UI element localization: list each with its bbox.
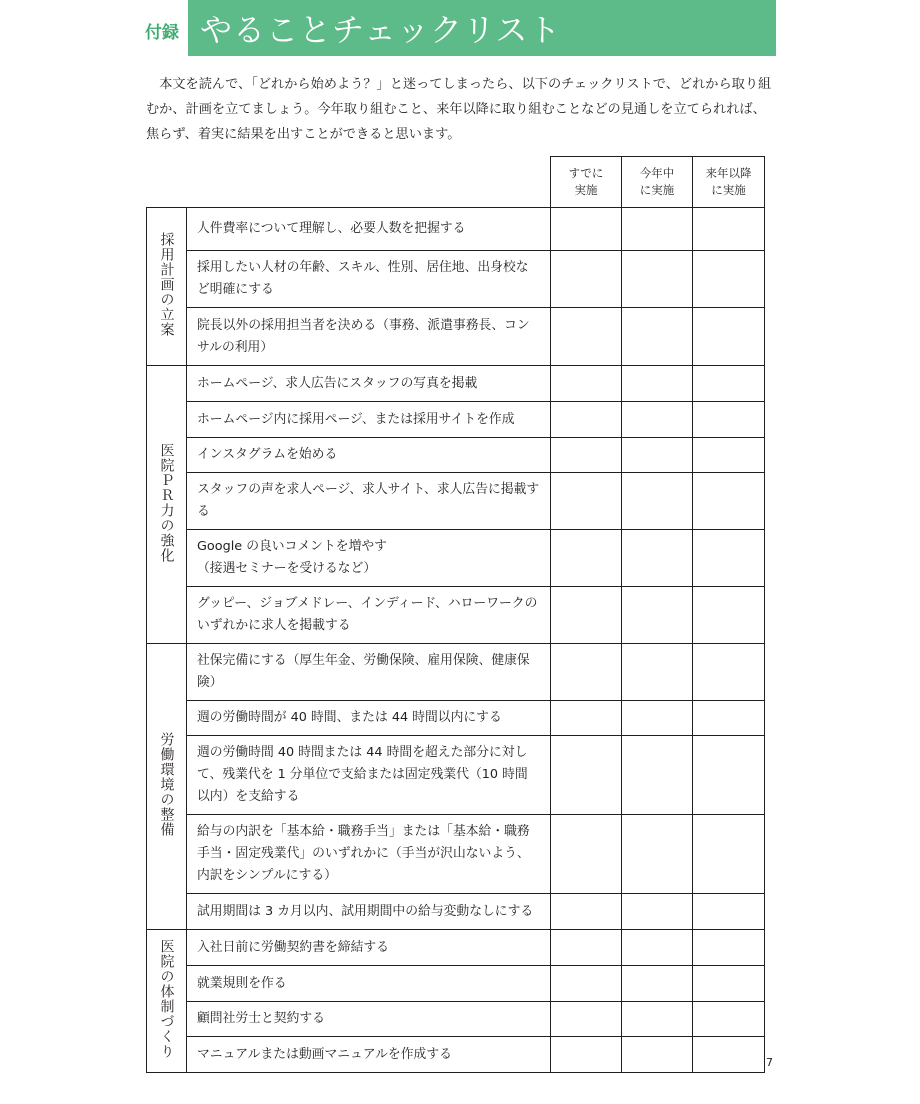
checklist-item-text: 週の労働時間 40 時間または 44 時間を超えた部分に対して、残業代を 1 分単位で支給または固定残業代（10 時間以内）を支給する	[187, 736, 551, 815]
checkbox-next-year[interactable]	[693, 208, 765, 251]
checkbox-next-year[interactable]	[693, 530, 765, 587]
checkbox-already-done[interactable]	[551, 736, 622, 815]
section-label-cell	[147, 208, 187, 366]
checkbox-already-done[interactable]	[551, 894, 622, 930]
checkbox-already-done[interactable]	[551, 815, 622, 894]
checklist-row	[147, 736, 765, 815]
checklist-row	[147, 530, 765, 587]
checklist-row	[147, 402, 765, 438]
checkbox-next-year[interactable]	[693, 701, 765, 736]
column-header-row	[147, 157, 765, 208]
checkbox-already-done[interactable]	[551, 1002, 622, 1037]
checklist-row	[147, 1002, 765, 1037]
checkbox-already-done[interactable]	[551, 308, 622, 366]
section-label: 医院の体制づくり	[158, 939, 175, 1059]
checkbox-this-year[interactable]	[622, 366, 693, 402]
checkbox-this-year[interactable]	[622, 208, 693, 251]
checklist-row	[147, 644, 765, 701]
checkbox-next-year[interactable]	[693, 366, 765, 402]
checkbox-next-year[interactable]	[693, 894, 765, 930]
checkbox-already-done[interactable]	[551, 530, 622, 587]
checkbox-this-year[interactable]	[622, 930, 693, 966]
checkbox-this-year[interactable]	[622, 402, 693, 438]
checklist-row	[147, 366, 765, 402]
checkbox-this-year[interactable]	[622, 815, 693, 894]
checklist-item-text: 試用期間は 3 カ月以内、試用期間中の給与変動なしにする	[187, 894, 551, 930]
checkbox-this-year[interactable]	[622, 644, 693, 701]
page-title: やることチェックリスト	[188, 0, 776, 56]
checkbox-this-year[interactable]	[622, 473, 693, 530]
checkbox-next-year[interactable]	[693, 644, 765, 701]
column-header-this-year: 今年中 に実施	[622, 157, 693, 208]
appendix-label: 付録	[145, 22, 179, 43]
column-header-already-done: すでに 実施	[551, 157, 622, 208]
header-blank-cell	[147, 157, 551, 208]
checklist-item-text: ホームページ内に採用ページ、または採用サイトを作成	[187, 402, 551, 438]
page-header	[136, 0, 776, 56]
checkbox-next-year[interactable]	[693, 251, 765, 308]
checklist-row	[147, 251, 765, 308]
section-label-cell	[147, 930, 187, 1073]
checkbox-this-year[interactable]	[622, 530, 693, 587]
checklist-row	[147, 208, 765, 251]
checklist-row	[147, 701, 765, 736]
checkbox-this-year[interactable]	[622, 894, 693, 930]
checklist-row	[147, 473, 765, 530]
checkbox-next-year[interactable]	[693, 402, 765, 438]
checklist-row	[147, 308, 765, 366]
checklist-item-text: 週の労働時間が 40 時間、または 44 時間以内にする	[187, 701, 551, 736]
checkbox-next-year[interactable]	[693, 308, 765, 366]
checkbox-next-year[interactable]	[693, 587, 765, 644]
checklist-item-text: 人件費率について理解し、必要人数を把握する	[187, 208, 551, 251]
checklist-item-text: ホームページ、求人広告にスタッフの写真を掲載	[187, 366, 551, 402]
section-label-cell	[147, 644, 187, 930]
checklist-item-text: 顧問社労士と契約する	[187, 1002, 551, 1037]
checkbox-already-done[interactable]	[551, 438, 622, 473]
checkbox-next-year[interactable]	[693, 1002, 765, 1037]
checklist-row	[147, 930, 765, 966]
checklist-item-text: マニュアルまたは動画マニュアルを作成する	[187, 1037, 551, 1073]
checklist-row	[147, 1037, 765, 1073]
checkbox-already-done[interactable]	[551, 402, 622, 438]
section-label: 労働環境の整備	[158, 732, 175, 837]
checklist-item-text: インスタグラムを始める	[187, 438, 551, 473]
checkbox-already-done[interactable]	[551, 587, 622, 644]
checkbox-already-done[interactable]	[551, 251, 622, 308]
checkbox-this-year[interactable]	[622, 1037, 693, 1073]
checkbox-this-year[interactable]	[622, 438, 693, 473]
checklist-table	[146, 156, 765, 1073]
column-header-next-year: 来年以降 に実施	[693, 157, 765, 208]
checklist-item-text: 採用したい人材の年齢、スキル、性別、居住地、出身校など明確にする	[187, 251, 551, 308]
checklist-item-text: Google の良いコメントを増やす （接遇セミナーを受けるなど）	[187, 530, 551, 587]
checklist-row	[147, 587, 765, 644]
checkbox-this-year[interactable]	[622, 736, 693, 815]
checkbox-next-year[interactable]	[693, 1037, 765, 1073]
checklist-item-text: 給与の内訳を「基本給・職務手当」または「基本給・職務手当・固定残業代」のいずれかに（手当が沢山ないよう、内訳をシンプルにする）	[187, 815, 551, 894]
checkbox-already-done[interactable]	[551, 966, 622, 1002]
checkbox-already-done[interactable]	[551, 473, 622, 530]
checkbox-already-done[interactable]	[551, 208, 622, 251]
section-label: 採用計画の立案	[158, 232, 175, 337]
section-label-cell	[147, 366, 187, 644]
checkbox-next-year[interactable]	[693, 473, 765, 530]
checklist-item-text: グッピー、ジョブメドレー、インディード、ハローワークのいずれかに求人を掲載する	[187, 587, 551, 644]
checkbox-next-year[interactable]	[693, 966, 765, 1002]
checklist-row	[147, 966, 765, 1002]
page-number: 7	[766, 1056, 773, 1069]
checkbox-next-year[interactable]	[693, 438, 765, 473]
checkbox-this-year[interactable]	[622, 587, 693, 644]
checklist-item-text: 社保完備にする（厚生年金、労働保険、雇用保険、健康保険）	[187, 644, 551, 701]
checkbox-next-year[interactable]	[693, 815, 765, 894]
section-label: 医院ＰＲ力の強化	[158, 442, 175, 563]
checkbox-already-done[interactable]	[551, 930, 622, 966]
checklist-item-text: 入社日前に労働契約書を締結する	[187, 930, 551, 966]
checkbox-next-year[interactable]	[693, 930, 765, 966]
checkbox-already-done[interactable]	[551, 644, 622, 701]
checklist-row	[147, 438, 765, 473]
checkbox-this-year[interactable]	[622, 701, 693, 736]
checklist-row	[147, 815, 765, 894]
checklist-item-text: スタッフの声を求人ページ、求人サイト、求人広告に掲載する	[187, 473, 551, 530]
checkbox-this-year[interactable]	[622, 1002, 693, 1037]
checklist-row	[147, 894, 765, 930]
checkbox-already-done[interactable]	[551, 366, 622, 402]
intro-paragraph: 本文を読んで、「どれから始めよう？」と迷ってしまったら、以下のチェックリストで、どれから取り組むか、計画を立てましょう。今年取り組むこと、来年以降に取り組むことなどの見通しを立てられれば、焦らず、着実に結果を出すことができると思います。	[146, 77, 772, 142]
checkbox-this-year[interactable]	[622, 251, 693, 308]
checkbox-already-done[interactable]	[551, 1037, 622, 1073]
checklist-item-text: 就業規則を作る	[187, 966, 551, 1002]
checklist-body	[147, 208, 765, 1073]
checkbox-next-year[interactable]	[693, 736, 765, 815]
checklist-item-text: 院長以外の採用担当者を決める（事務、派遣事務長、コンサルの利用）	[187, 308, 551, 366]
checkbox-already-done[interactable]	[551, 701, 622, 736]
checkbox-this-year[interactable]	[622, 308, 693, 366]
checkbox-this-year[interactable]	[622, 966, 693, 1002]
